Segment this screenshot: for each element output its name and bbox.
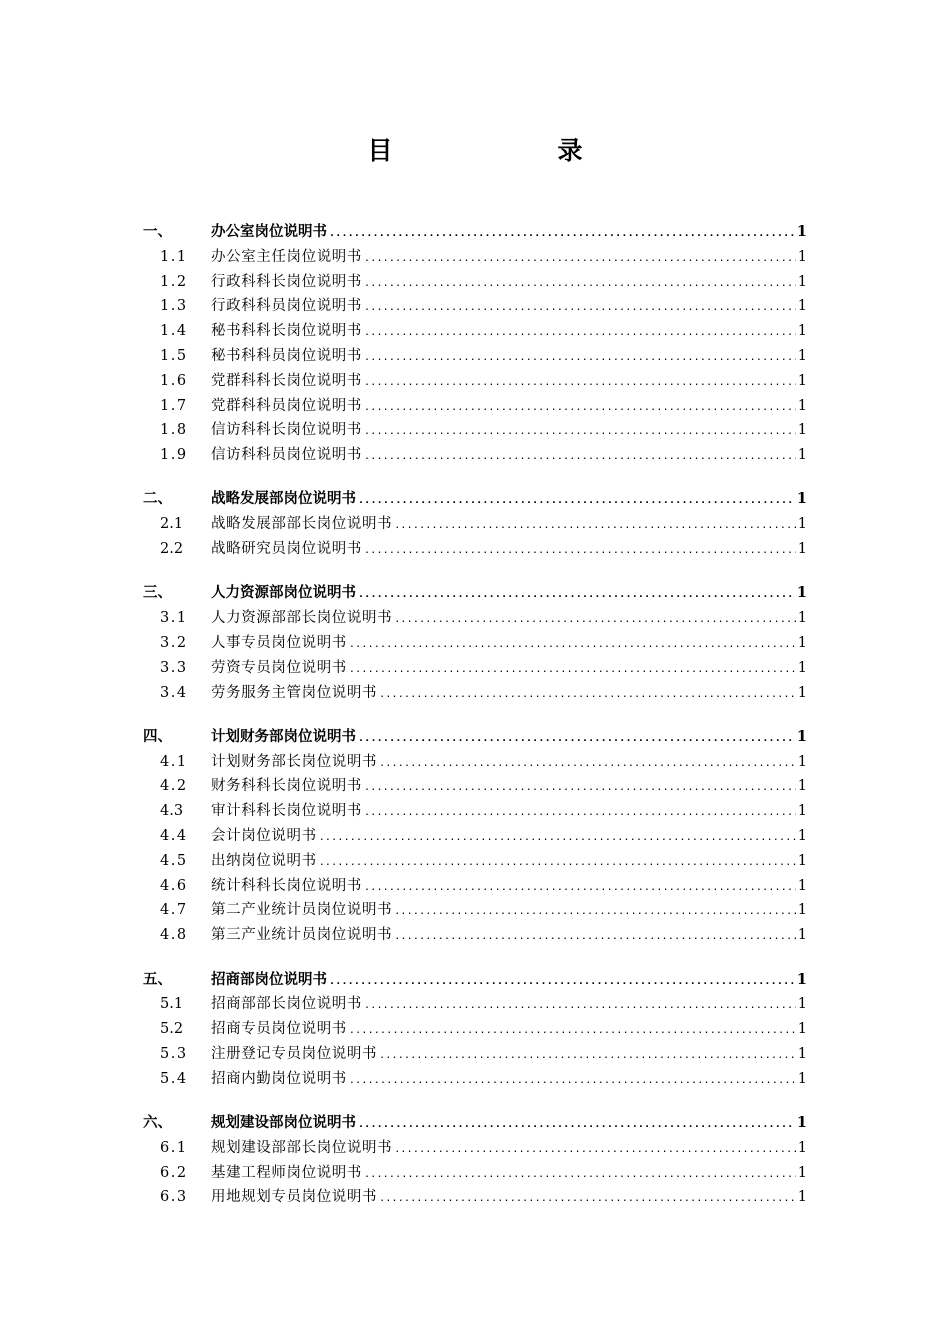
- dot-leader: [394, 1138, 796, 1163]
- dot-leader: [394, 900, 796, 925]
- toc-entry[interactable]: [143, 319, 807, 344]
- toc-entry-line: [211, 631, 807, 658]
- toc-entry-number: 1.2: [160, 273, 188, 290]
- toc-entry[interactable]: [143, 631, 807, 656]
- dot-leader: [358, 727, 795, 752]
- toc-entry-label: 行政科科长岗位说明书: [211, 273, 362, 290]
- toc-entry-line: [211, 270, 807, 297]
- toc-entry-label: 战略发展部岗位说明书: [211, 490, 356, 508]
- toc-entry-page-number: 1: [797, 659, 807, 676]
- toc-entry-page-number: 1: [796, 727, 807, 745]
- dot-leader: [358, 583, 795, 608]
- toc-entry-number: 1.9: [160, 447, 188, 464]
- toc-entry-number: 3.2: [160, 634, 188, 651]
- toc-entry-number: 四、: [143, 727, 172, 745]
- dot-leader: [364, 247, 796, 272]
- toc-entry-line: [211, 512, 807, 539]
- toc-entry[interactable]: [143, 1136, 807, 1161]
- toc-entry-number: 6.2: [160, 1164, 188, 1181]
- toc-entry-number: 1.5: [160, 347, 188, 364]
- toc-entry[interactable]: [143, 606, 807, 631]
- toc-entry-page-number: 1: [797, 852, 807, 869]
- dot-leader: [358, 1113, 795, 1138]
- toc-entry-page-number: 1: [797, 828, 807, 845]
- toc-entry-line: [211, 220, 807, 247]
- toc-entry-page-number: 1: [797, 422, 807, 439]
- dot-leader: [349, 633, 796, 658]
- toc-entry-line: [211, 849, 807, 876]
- toc-entry-page-number: 1: [797, 753, 807, 770]
- toc-entry-page-number: 1: [796, 970, 807, 988]
- toc-entry-number: 1.8: [160, 422, 188, 439]
- toc-entry-line: [211, 1161, 807, 1188]
- toc-entry[interactable]: [143, 537, 807, 562]
- toc-entry-number: 1.4: [160, 323, 188, 340]
- toc-entry-line: [211, 992, 807, 1019]
- toc-entry-number: 4.8: [160, 927, 188, 944]
- toc-entry-number: 1.1: [160, 248, 188, 265]
- toc-entry[interactable]: [143, 369, 807, 394]
- toc-entry-label: 招商部部长岗位说明书: [211, 996, 362, 1013]
- toc-entry-label: 规划建设部岗位说明书: [211, 1114, 356, 1131]
- toc-entry-line: [211, 874, 807, 901]
- toc-entry-label: 党群科科员岗位说明书: [211, 397, 362, 414]
- toc-entry-label: 人力资源部部长岗位说明书: [211, 610, 393, 627]
- toc-entry-label: 党群科科长岗位说明书: [211, 372, 362, 389]
- toc-entry[interactable]: [143, 344, 807, 369]
- dot-leader: [364, 994, 796, 1019]
- toc-entry[interactable]: [143, 656, 807, 681]
- toc-entry-label: 人力资源部岗位说明书: [211, 584, 356, 602]
- dot-leader: [349, 658, 796, 683]
- toc-entry-label: 信访科科长岗位说明书: [211, 422, 362, 439]
- toc-entry-line: [211, 581, 807, 608]
- toc-entry-line: [211, 606, 807, 633]
- toc-entry-line: [211, 1136, 807, 1163]
- toc-entry-line: [211, 824, 807, 851]
- dot-leader: [394, 925, 796, 950]
- toc-entry-label: 计划财务部岗位说明书: [211, 727, 356, 745]
- toc-entry-label: 行政科科员岗位说明书: [211, 298, 362, 315]
- toc-entry-page-number: 1: [797, 778, 807, 795]
- toc-entry-line: [211, 1017, 807, 1044]
- toc-entry-line: [211, 750, 807, 777]
- toc-entry[interactable]: [143, 824, 807, 849]
- toc-entry[interactable]: [143, 1185, 807, 1210]
- toc-entry-number: 6.3: [160, 1189, 188, 1206]
- dot-leader: [329, 970, 795, 995]
- toc-entry-label: 战略发展部部长岗位说明书: [211, 516, 393, 533]
- toc-entry-label: 人事专员岗位说明书: [211, 634, 347, 651]
- toc-entry-line: [211, 1185, 807, 1212]
- toc-entry[interactable]: [143, 1042, 807, 1067]
- toc-entry[interactable]: [143, 1017, 807, 1042]
- toc-entry-label: 劳务服务主管岗位说明书: [211, 684, 378, 701]
- toc-entry[interactable]: [143, 294, 807, 319]
- dot-leader: [358, 489, 795, 514]
- page-title: 目 录: [367, 136, 653, 165]
- toc-entry-line: [211, 725, 807, 752]
- toc-entry-page-number: 1: [797, 1139, 807, 1156]
- toc-section-entry[interactable]: [143, 220, 807, 245]
- dot-leader: [394, 514, 796, 539]
- dot-leader: [349, 1069, 796, 1094]
- toc-entry-line: [211, 799, 807, 826]
- toc-entry-label: 用地规划专员岗位说明书: [211, 1189, 378, 1206]
- toc-entry-number: 二、: [143, 490, 172, 508]
- toc-entry-label: 信访科科员岗位说明书: [211, 447, 362, 464]
- toc-entry-label: 会计岗位说明书: [211, 828, 317, 845]
- toc-entry-number: 3.3: [160, 659, 188, 676]
- toc-entry-page-number: 1: [797, 516, 807, 533]
- toc-entry-number: 4.2: [160, 778, 188, 795]
- toc-entry[interactable]: [143, 245, 807, 270]
- toc-entry[interactable]: [143, 1067, 807, 1092]
- toc-entry-line: [211, 487, 807, 514]
- toc-entry-page-number: 1: [797, 610, 807, 627]
- toc-entry-page-number: 1: [797, 803, 807, 820]
- toc-entry-page-number: 1: [796, 223, 807, 240]
- toc-entry-number: 4.6: [160, 877, 188, 894]
- toc-entry-label: 审计科科长岗位说明书: [211, 803, 362, 820]
- toc-entry-page-number: 1: [797, 996, 807, 1013]
- toc-entry-line: [211, 898, 807, 925]
- toc-section-entry[interactable]: [143, 1111, 807, 1136]
- dot-leader: [364, 539, 796, 564]
- toc-entry-label: 计划财务部长岗位说明书: [211, 753, 378, 770]
- toc-entry-line: [211, 1111, 807, 1138]
- toc-entry-label: 劳资专员岗位说明书: [211, 659, 347, 676]
- toc-entry-label: 秘书科科长岗位说明书: [211, 323, 362, 340]
- toc-entry-line: [211, 394, 807, 421]
- toc-entry-line: [211, 537, 807, 564]
- toc-entry-line: [211, 1042, 807, 1069]
- toc-entry-label: 注册登记专员岗位说明书: [211, 1045, 378, 1062]
- dot-leader: [379, 683, 796, 708]
- dot-leader: [349, 1019, 796, 1044]
- toc-entry-line: [211, 369, 807, 396]
- toc-entry-page-number: 1: [797, 634, 807, 651]
- toc-entry-page-number: 1: [797, 541, 807, 558]
- toc-entry-page-number: 1: [797, 323, 807, 340]
- table-of-contents: [143, 220, 807, 1210]
- toc-entry-number: 4.7: [160, 902, 188, 919]
- toc-entry-page-number: 1: [797, 397, 807, 414]
- toc-entry[interactable]: [143, 512, 807, 537]
- toc-entry-page-number: 1: [797, 1070, 807, 1087]
- toc-entry-page-number: 1: [797, 347, 807, 364]
- toc-entry-label: 战略研究员岗位说明书: [211, 541, 362, 558]
- toc-entry-number: 1.3: [160, 298, 188, 315]
- toc-entry[interactable]: [143, 394, 807, 419]
- toc-entry-number: 六、: [143, 1114, 172, 1131]
- toc-entry-line: [211, 344, 807, 371]
- toc-entry[interactable]: [143, 270, 807, 295]
- toc-section-entry[interactable]: [143, 725, 807, 750]
- toc-entry-label: 第二产业统计员岗位说明书: [211, 902, 393, 919]
- toc-entry-number: 1.6: [160, 372, 188, 389]
- dot-leader: [364, 776, 796, 801]
- dot-leader: [379, 1187, 796, 1212]
- toc-entry-number: 五、: [143, 970, 172, 988]
- dot-leader: [364, 420, 796, 445]
- toc-section-entry[interactable]: [143, 968, 807, 993]
- dot-leader: [364, 296, 796, 321]
- toc-entry-label: 出纳岗位说明书: [211, 852, 317, 869]
- dot-leader: [364, 371, 796, 396]
- toc-entry-number: 2.1: [160, 516, 184, 533]
- toc-entry-number: 3.4: [160, 684, 188, 701]
- toc-entry-page-number: 1: [797, 877, 807, 894]
- toc-entry-number: 3.1: [160, 610, 188, 627]
- toc-entry-number: 三、: [143, 584, 172, 602]
- toc-entry[interactable]: [143, 898, 807, 923]
- toc-entry[interactable]: [143, 923, 807, 948]
- toc-entry-label: 办公室主任岗位说明书: [211, 248, 362, 265]
- toc-entry-line: [211, 418, 807, 445]
- toc-entry-page-number: 1: [796, 490, 807, 508]
- toc-entry-line: [211, 294, 807, 321]
- toc-section-entry[interactable]: [143, 487, 807, 512]
- toc-entry-label: 招商内勤岗位说明书: [211, 1070, 347, 1087]
- toc-entry-number: 4.3: [160, 803, 184, 820]
- toc-entry-number: 2.2: [160, 541, 184, 558]
- dot-leader: [364, 1163, 796, 1188]
- dot-leader: [319, 826, 796, 851]
- toc-entry-page-number: 1: [797, 273, 807, 290]
- toc-entry-line: [211, 245, 807, 272]
- toc-entry-page-number: 1: [796, 584, 807, 602]
- dot-leader: [364, 396, 796, 421]
- toc-entry-page-number: 1: [797, 902, 807, 919]
- dot-leader: [364, 445, 796, 470]
- toc-entry[interactable]: [143, 418, 807, 443]
- toc-entry[interactable]: [143, 799, 807, 824]
- toc-entry-line: [211, 681, 807, 708]
- dot-leader: [364, 272, 796, 297]
- toc-entry-number: 5.1: [160, 996, 184, 1013]
- dot-leader: [379, 1044, 796, 1069]
- toc-entry-label: 基建工程师岗位说明书: [211, 1164, 362, 1181]
- toc-entry-line: [211, 923, 807, 950]
- dot-leader: [379, 752, 796, 777]
- dot-leader: [364, 801, 796, 826]
- toc-entry-page-number: 1: [797, 1164, 807, 1181]
- toc-entry-page-number: 1: [797, 1021, 807, 1038]
- toc-entry[interactable]: [143, 774, 807, 799]
- toc-entry-line: [211, 319, 807, 346]
- toc-entry-page-number: 1: [796, 1114, 807, 1131]
- toc-entry-line: [211, 1067, 807, 1094]
- toc-entry-number: 6.1: [160, 1139, 188, 1156]
- toc-entry-number: 1.7: [160, 397, 188, 414]
- toc-entry[interactable]: [143, 849, 807, 874]
- toc-entry-number: 5.4: [160, 1070, 188, 1087]
- toc-entry-number: 4.4: [160, 828, 188, 845]
- toc-entry-line: [211, 656, 807, 683]
- toc-entry-number: 5.2: [160, 1021, 184, 1038]
- toc-entry[interactable]: [143, 750, 807, 775]
- toc-entry-label: 财务科科长岗位说明书: [211, 778, 362, 795]
- toc-entry-number: 一、: [143, 223, 172, 240]
- toc-entry-page-number: 1: [797, 684, 807, 701]
- toc-entry-line: [211, 968, 807, 995]
- dot-leader: [394, 608, 796, 633]
- dot-leader: [329, 222, 795, 247]
- toc-entry-label: 招商专员岗位说明书: [211, 1021, 347, 1038]
- toc-entry[interactable]: [143, 874, 807, 899]
- toc-entry[interactable]: [143, 681, 807, 706]
- toc-entry[interactable]: [143, 443, 807, 468]
- toc-entry[interactable]: [143, 992, 807, 1017]
- toc-section-entry[interactable]: [143, 581, 807, 606]
- toc-entry-label: 秘书科科员岗位说明书: [211, 347, 362, 364]
- toc-entry-label: 第三产业统计员岗位说明书: [211, 927, 393, 944]
- toc-entry-page-number: 1: [797, 248, 807, 265]
- dot-leader: [364, 346, 796, 371]
- toc-entry-line: [211, 443, 807, 470]
- toc-entry-label: 统计科科长岗位说明书: [211, 877, 362, 894]
- dot-leader: [364, 321, 796, 346]
- toc-entry-number: 4.1: [160, 753, 188, 770]
- toc-entry-label: 办公室岗位说明书: [211, 223, 327, 240]
- dot-leader: [364, 876, 796, 901]
- toc-entry-page-number: 1: [797, 1045, 807, 1062]
- dot-leader: [319, 851, 796, 876]
- toc-entry-page-number: 1: [797, 447, 807, 464]
- toc-entry-label: 规划建设部部长岗位说明书: [211, 1139, 393, 1156]
- toc-entry-page-number: 1: [797, 1189, 807, 1206]
- toc-entry-number: 5.3: [160, 1045, 188, 1062]
- toc-entry-number: 4.5: [160, 852, 188, 869]
- toc-entry-page-number: 1: [797, 372, 807, 389]
- toc-entry-page-number: 1: [797, 927, 807, 944]
- toc-entry-label: 招商部岗位说明书: [211, 970, 327, 988]
- toc-entry-page-number: 1: [797, 298, 807, 315]
- toc-entry-line: [211, 774, 807, 801]
- toc-entry[interactable]: [143, 1161, 807, 1186]
